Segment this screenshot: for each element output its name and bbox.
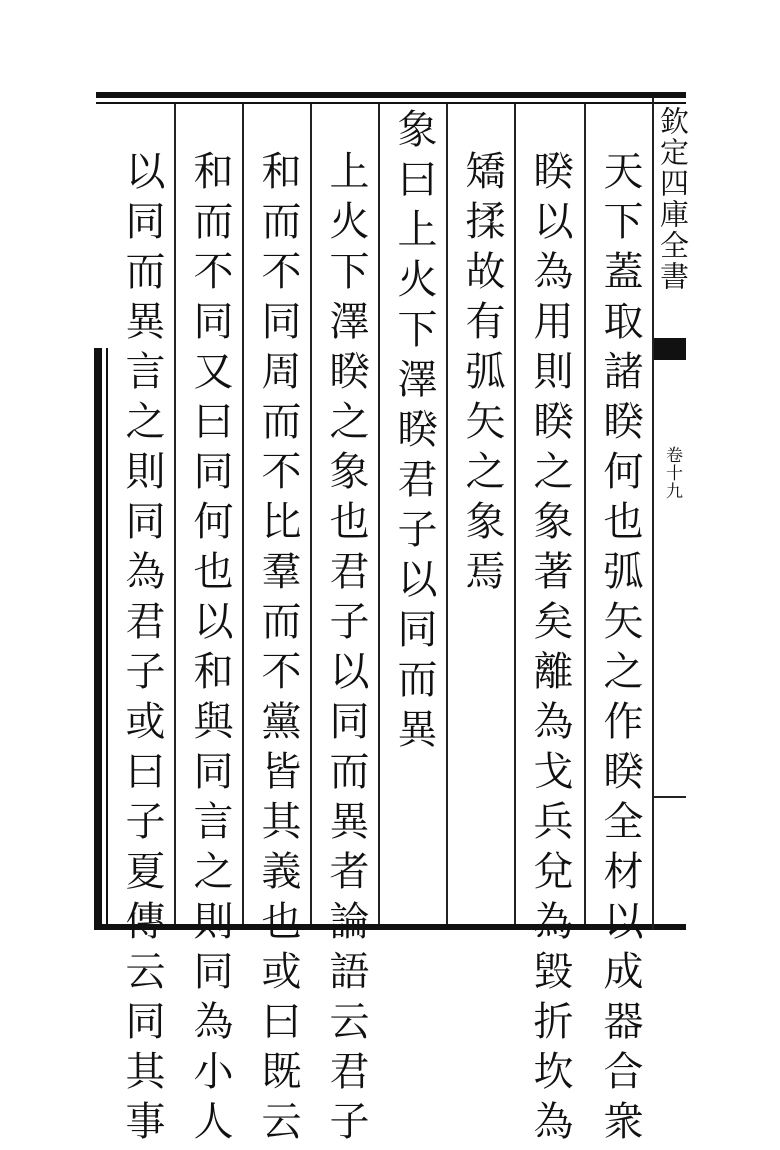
- text-column-3: 矯揉故有弧矢之象焉: [459, 150, 505, 600]
- column-rule: [446, 104, 448, 924]
- text-column-6: 和而不同周而不比羣而不黨皆其義也或曰既云: [255, 150, 301, 1150]
- text-column-5: 上火下澤睽之象也君子以同而異者論語云君子: [323, 150, 369, 1150]
- margin-rule: [652, 98, 654, 930]
- column-rule: [174, 104, 176, 924]
- column-rule: [310, 104, 312, 924]
- margin-title: 欽定四庫全書: [656, 106, 690, 292]
- column-rule: [378, 104, 380, 924]
- frame-top-border: [96, 92, 686, 98]
- column-rule: [242, 104, 244, 924]
- frame-left-border: [94, 348, 102, 930]
- text-column-7: 和而不同又曰同何也以和與同言之則同為小人: [187, 150, 233, 1150]
- text-column-2: 睽以為用則睽之象著矣離為戈兵兌為毀折坎為: [527, 150, 573, 1150]
- frame-top-inner-border: [96, 102, 686, 104]
- text-column-8: 以同而異言之則同為君子或曰子夏傳云同其事: [119, 150, 165, 1150]
- text-column-4: 象曰上火下澤睽君子以同而異: [391, 108, 437, 758]
- volume-label: 卷十九: [662, 446, 682, 500]
- margin-tick: [654, 796, 686, 798]
- text-column-1: 天下蓋取諸睽何也弧矢之作睽全材以成器合衆: [597, 150, 643, 1150]
- column-rule: [514, 104, 516, 924]
- frame-left-inner-border: [106, 348, 108, 930]
- fish-tail-mark: [654, 338, 686, 360]
- column-rule: [584, 104, 586, 924]
